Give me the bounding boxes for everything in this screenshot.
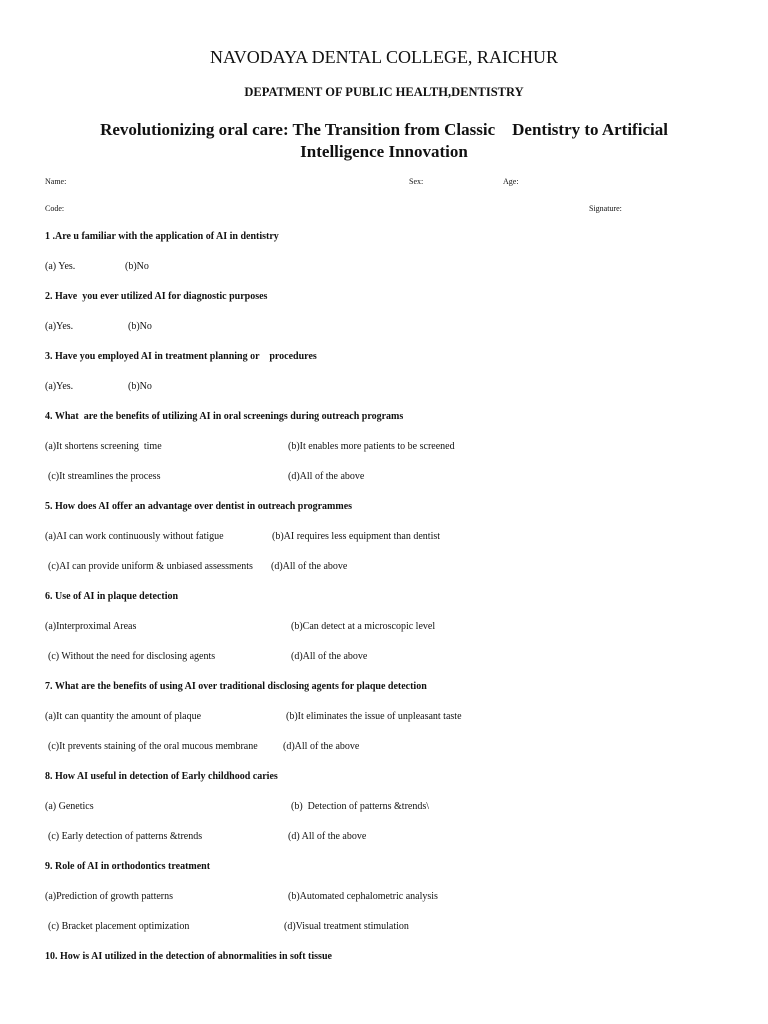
question-6: 6. Use of AI in plaque detection	[45, 591, 179, 602]
q7-option-c: (c)It prevents staining of the oral mucous membrane	[48, 741, 258, 752]
q4-option-b: (b)It enables more patients to be screened	[288, 441, 455, 452]
q9-option-c: (c) Bracket placement optimization	[48, 921, 190, 932]
code-label: Code:	[45, 204, 65, 213]
q5-option-b: (b)AI requires less equipment than dentist	[272, 531, 441, 542]
age-label: Age:	[503, 177, 519, 186]
q4-option-c: (c)It streamlines the process	[48, 471, 161, 482]
q7-option-a: (a)It can quantity the amount of plaque	[45, 711, 202, 722]
college-name: NAVODAYA DENTAL COLLEGE, RAICHUR	[210, 47, 558, 67]
q8-option-b: (b) Detection of patterns &trends\	[291, 801, 430, 812]
name-label: Name:	[45, 177, 67, 186]
q6-option-a: (a)Interproximal Areas	[45, 621, 137, 632]
title-line-1: Revolutionizing oral care: The Transition from Classic Dentistry to Artificial	[100, 120, 668, 139]
q7-option-b: (b)It eliminates the issue of unpleasant taste	[286, 711, 462, 722]
q9-option-a: (a)Prediction of growth patterns	[45, 891, 174, 902]
q9-option-b: (b)Automated cephalometric analysis	[288, 891, 438, 902]
q3-option-a: (a)Yes.	[45, 381, 74, 392]
question-2: 2. Have you ever utilized AI for diagnostic purposes	[45, 291, 268, 302]
q5-option-c: (c)AI can provide uniform & unbiased assessments	[48, 561, 253, 572]
q4-option-d: (d)All of the above	[288, 471, 365, 482]
q8-option-a: (a) Genetics	[45, 801, 94, 812]
q6-option-d: (d)All of the above	[291, 651, 368, 662]
sex-label: Sex:	[409, 177, 424, 186]
title-line-2: Intelligence Innovation	[300, 142, 468, 161]
question-7: 7. What are the benefits of using AI over traditional disclosing agents for plaque detection	[45, 681, 427, 692]
q9-option-d: (d)Visual treatment stimulation	[284, 921, 409, 932]
q5-option-d: (d)All of the above	[271, 561, 348, 572]
q7-option-d: (d)All of the above	[283, 741, 360, 752]
question-5: 5. How does AI offer an advantage over dentist in outreach programmes	[45, 501, 353, 512]
q8-option-d: (d) All of the above	[288, 831, 367, 842]
q2-option-b: (b)No	[128, 321, 152, 332]
q1-option-a: (a) Yes.	[45, 261, 76, 272]
question-10: 10. How is AI utilized in the detection of abnormalities in soft tissue	[45, 951, 332, 962]
department-name: DEPATMENT OF PUBLIC HEALTH,DENTISTRY	[244, 85, 524, 99]
q3-option-b: (b)No	[128, 381, 152, 392]
document-title	[0, 119, 768, 163]
q4-option-a: (a)It shortens screening time	[45, 441, 162, 452]
question-9: 9. Role of AI in orthodontics treatment	[45, 861, 211, 872]
question-3: 3. Have you employed AI in treatment planning or procedures	[45, 351, 317, 362]
question-8: 8. How AI useful in detection of Early childhood caries	[45, 771, 278, 782]
question-4: 4. What are the benefits of utilizing AI in oral screenings during outreach programs	[45, 411, 404, 422]
q8-option-c: (c) Early detection of patterns &trends	[48, 831, 203, 842]
q5-option-a: (a)AI can work continuously without fatigue	[45, 531, 224, 542]
signature-label: Signature:	[589, 204, 622, 213]
q1-option-b: (b)No	[125, 261, 149, 272]
q2-option-a: (a)Yes.	[45, 321, 74, 332]
q6-option-b: (b)Can detect at a microscopic level	[291, 621, 436, 632]
question-1: 1 .Are u familiar with the application of AI in dentistry	[45, 231, 279, 242]
q6-option-c: (c) Without the need for disclosing agents	[48, 651, 216, 662]
